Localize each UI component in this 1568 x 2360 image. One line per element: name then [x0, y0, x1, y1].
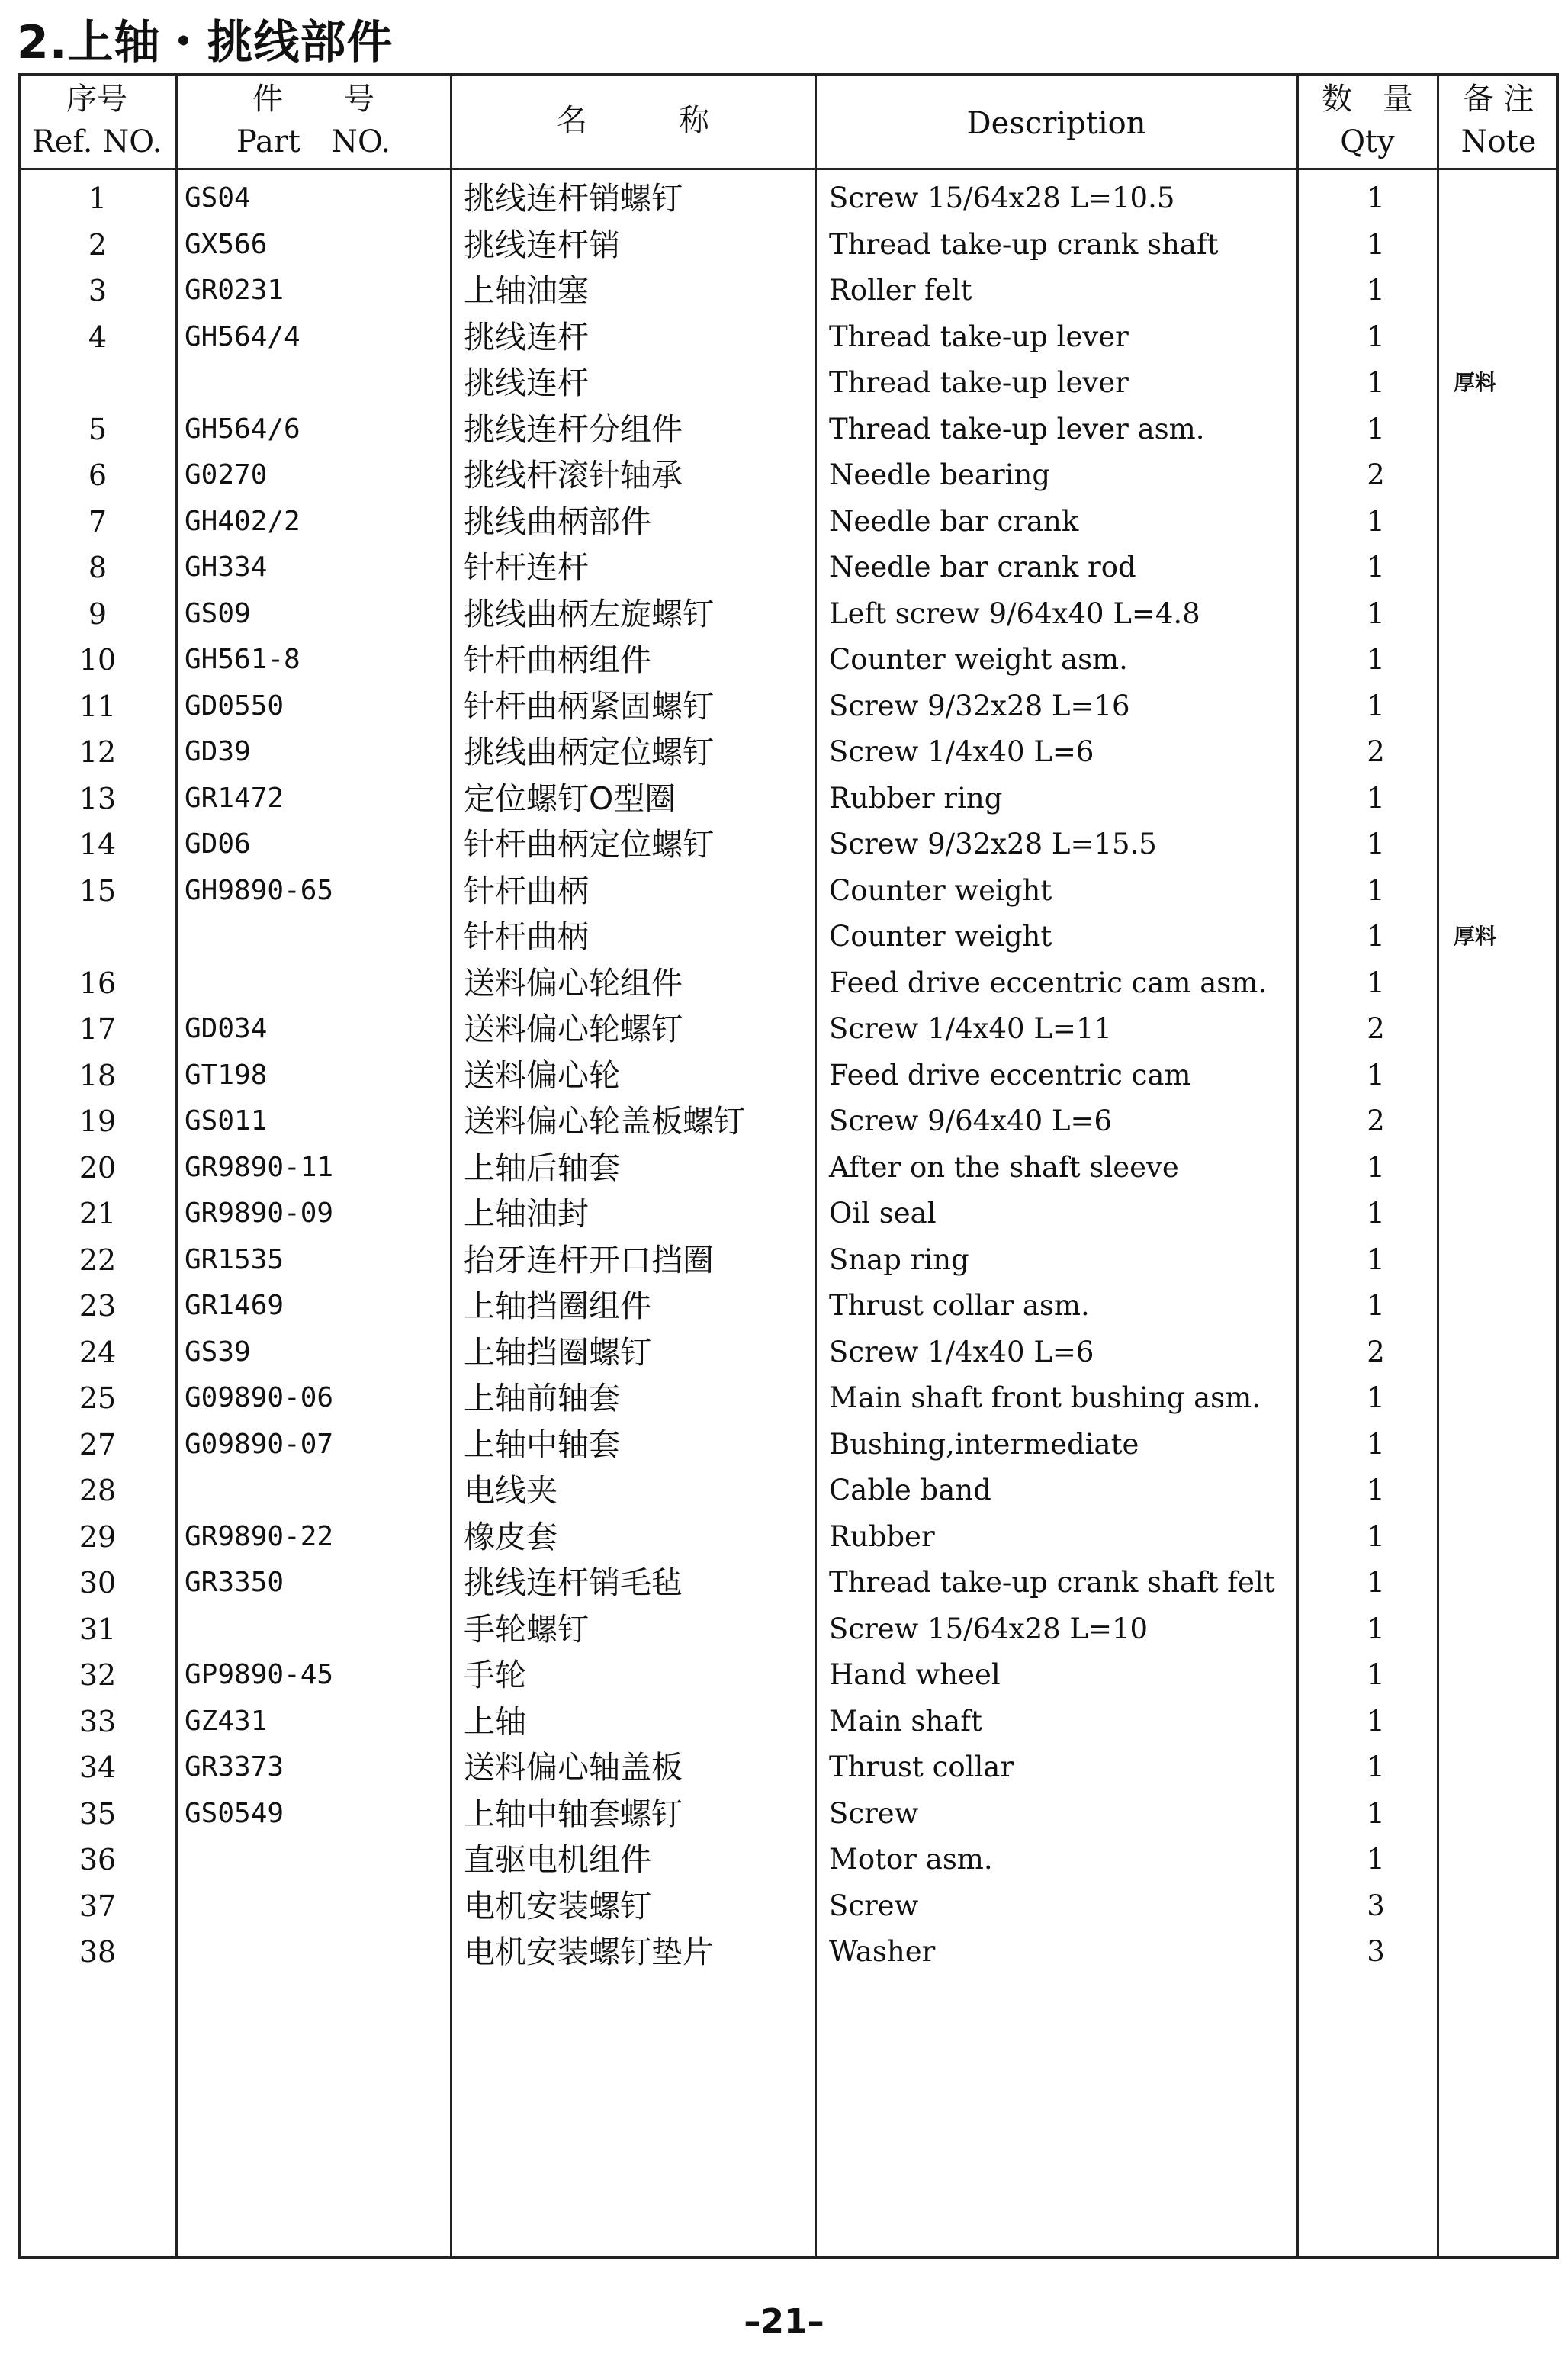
cell-qty: 1 [1367, 1197, 1385, 1230]
cell-qty: 1 [1367, 920, 1385, 953]
cell-ref-no: 34 [79, 1751, 117, 1784]
table-row [18, 960, 1559, 1006]
cell-description: Feed drive eccentric cam asm. [829, 966, 1268, 999]
cell-qty: 3 [1367, 1935, 1385, 1968]
header-qty-cn: 数 量 [1322, 82, 1413, 117]
cell-part-no: GH564/6 [185, 413, 300, 445]
cell-ref-no: 23 [79, 1289, 117, 1323]
cell-ref-no: 22 [79, 1243, 117, 1277]
cell-description: Thread take-up crank shaft [829, 228, 1219, 261]
cell-ref-no: 13 [79, 782, 117, 815]
cell-part-no: GH402/2 [185, 506, 300, 537]
cell-description: Screw 9/32x28 L=16 [829, 690, 1130, 722]
cell-ref-no: 17 [79, 1012, 117, 1046]
table-row [18, 1699, 1559, 1744]
cell-name-cn: 送料偏心轮盖板螺钉 [464, 1103, 745, 1140]
cell-qty: 1 [1367, 1289, 1385, 1322]
cell-part-no: G09890-06 [185, 1382, 334, 1413]
cell-qty: 1 [1367, 228, 1385, 261]
cell-ref-no: 6 [88, 458, 108, 492]
table-row [18, 637, 1559, 683]
cell-note: 厚料 [1454, 370, 1497, 395]
cell-name-cn: 电机安装螺钉 [464, 1888, 651, 1924]
table-row [18, 1514, 1559, 1560]
cell-ref-no: 16 [79, 966, 117, 1000]
cell-name-cn: 挑线连杆销螺钉 [464, 180, 683, 217]
cell-part-no: GX566 [185, 229, 268, 260]
cell-name-cn: 送料偏心轮组件 [464, 965, 683, 1002]
table-row [18, 1191, 1559, 1236]
cell-description: Screw [829, 1797, 919, 1830]
cell-description: Thread take-up lever asm. [829, 413, 1205, 445]
cell-description: Thread take-up lever [829, 366, 1129, 399]
cell-qty: 1 [1367, 1705, 1385, 1738]
cell-part-no: GD39 [185, 736, 251, 767]
cell-name-cn: 直驱电机组件 [464, 1841, 651, 1878]
table-row [18, 1006, 1559, 1052]
cell-description: Screw [829, 1889, 919, 1922]
cell-qty: 1 [1367, 1243, 1385, 1276]
cell-name-cn: 挑线曲柄左旋螺钉 [464, 596, 714, 632]
cell-ref-no: 31 [79, 1612, 117, 1646]
table-row [18, 1744, 1559, 1790]
table-row [18, 729, 1559, 775]
cell-part-no: GR0231 [185, 275, 284, 306]
cell-qty: 1 [1367, 690, 1385, 722]
cell-description: Thrust collar asm. [829, 1289, 1090, 1322]
cell-qty: 1 [1367, 1612, 1385, 1645]
header-ref [18, 78, 175, 163]
cell-description: Counter weight [829, 874, 1052, 907]
cell-ref-no: 25 [79, 1381, 117, 1415]
cell-part-no: GR3373 [185, 1751, 284, 1783]
header-ref-en: Ref. NO. [31, 124, 162, 159]
cell-name-cn: 上轴中轴套螺钉 [464, 1796, 683, 1832]
cell-ref-no: 10 [79, 643, 117, 677]
cell-description: Motor asm. [829, 1843, 993, 1876]
cell-qty: 1 [1367, 1381, 1385, 1414]
cell-qty: 1 [1367, 1566, 1385, 1599]
cell-ref-no: 1 [88, 182, 108, 215]
table-row [18, 776, 1559, 821]
cell-name-cn: 针杆曲柄紧固螺钉 [464, 688, 714, 725]
cell-name-cn: 送料偏心轴盖板 [464, 1749, 683, 1786]
cell-ref-no: 38 [79, 1935, 117, 1969]
cell-ref-no: 21 [79, 1197, 117, 1230]
cell-name-cn: 手轮 [464, 1657, 526, 1693]
cell-name-cn: 上轴前轴套 [464, 1380, 620, 1416]
cell-description: Oil seal [829, 1197, 937, 1230]
cell-part-no: GR9890-22 [185, 1521, 334, 1552]
cell-ref-no: 18 [79, 1059, 117, 1092]
cell-name-cn: 针杆曲柄组件 [464, 641, 651, 678]
table-row [18, 452, 1559, 498]
cell-name-cn: 上轴中轴套 [464, 1426, 620, 1463]
cell-qty: 1 [1367, 1059, 1385, 1092]
cell-qty: 1 [1367, 1474, 1385, 1506]
cell-ref-no: 11 [79, 690, 117, 723]
table-row [18, 1053, 1559, 1098]
cell-part-no: GS011 [185, 1105, 268, 1137]
header-part-cn: 件 号 [252, 82, 374, 117]
page-number: –21– [744, 2302, 824, 2341]
cell-description: Thread take-up lever [829, 320, 1129, 353]
cell-ref-no: 12 [79, 735, 117, 769]
table-row [18, 499, 1559, 545]
cell-description: Screw 1/4x40 L=6 [829, 1336, 1094, 1368]
cell-qty: 2 [1367, 1012, 1385, 1045]
table-row [18, 1837, 1559, 1883]
cell-name-cn: 抬牙连杆开口挡圈 [464, 1242, 714, 1278]
table-row [18, 868, 1559, 914]
header-part-en: Part NO. [236, 124, 391, 159]
cell-description: Rubber [829, 1520, 935, 1553]
table-row [18, 1791, 1559, 1837]
header-note-cn: 备 注 [1463, 82, 1534, 117]
cell-name-cn: 针杆曲柄 [464, 873, 589, 909]
cell-part-no: GS39 [185, 1336, 251, 1368]
header-part [177, 78, 450, 163]
cell-name-cn: 电机安装螺钉垫片 [464, 1934, 714, 1970]
table-row [18, 1375, 1559, 1421]
cell-name-cn: 挑线连杆销 [464, 227, 620, 263]
table-row [18, 175, 1559, 221]
cell-description: Main shaft front bushing asm. [829, 1381, 1261, 1414]
cell-name-cn: 手轮螺钉 [464, 1611, 589, 1648]
cell-description: Hand wheel [829, 1658, 1001, 1691]
cell-description: Needle bearing [829, 458, 1051, 491]
cell-part-no: GH9890-65 [185, 875, 334, 906]
cell-name-cn: 定位螺钉O型圈 [464, 780, 676, 817]
cell-qty: 1 [1367, 366, 1385, 399]
cell-ref-no: 4 [88, 320, 108, 354]
table-row [18, 1330, 1559, 1375]
cell-description: Feed drive eccentric cam [829, 1059, 1191, 1092]
header-ref-cn: 序号 [66, 82, 127, 117]
cell-ref-no: 32 [79, 1658, 117, 1692]
cell-description: Screw 15/64x28 L=10.5 [829, 182, 1175, 214]
header-name-cn: 名 称 [557, 103, 709, 138]
cell-qty: 1 [1367, 274, 1385, 307]
table-row [18, 1422, 1559, 1468]
cell-name-cn: 挑线连杆 [464, 319, 589, 355]
cell-description: Needle bar crank rod [829, 551, 1136, 584]
cell-description: Cable band [829, 1474, 991, 1506]
cell-qty: 1 [1367, 320, 1385, 353]
cell-part-no: G0270 [185, 459, 268, 490]
cell-name-cn: 挑线曲柄定位螺钉 [464, 734, 714, 770]
table-row [18, 1560, 1559, 1606]
cell-part-no: GR3350 [185, 1567, 284, 1598]
cell-ref-no: 20 [79, 1151, 117, 1185]
table-row [18, 1652, 1559, 1698]
cell-ref-no: 7 [88, 505, 108, 539]
cell-qty: 1 [1367, 551, 1385, 584]
cell-part-no: GD034 [185, 1013, 268, 1044]
cell-qty: 1 [1367, 1428, 1385, 1461]
cell-part-no: GS09 [185, 598, 251, 629]
cell-qty: 1 [1367, 505, 1385, 538]
cell-name-cn: 上轴挡圈组件 [464, 1288, 651, 1324]
cell-name-cn: 挑线杆滚针轴承 [464, 457, 683, 494]
header-name [451, 99, 815, 142]
cell-qty: 1 [1367, 782, 1385, 815]
cell-qty: 1 [1367, 1751, 1385, 1783]
cell-ref-no: 24 [79, 1336, 117, 1369]
cell-name-cn: 针杆连杆 [464, 549, 589, 586]
cell-qty: 1 [1367, 874, 1385, 907]
cell-ref-no: 30 [79, 1566, 117, 1600]
cell-qty: 1 [1367, 643, 1385, 676]
table-row [18, 1145, 1559, 1191]
table-row [18, 407, 1559, 452]
cell-description: Bushing,intermediate [829, 1428, 1139, 1461]
cell-ref-no: 3 [88, 274, 108, 307]
cell-description: Washer [829, 1935, 936, 1968]
table-row [18, 1929, 1559, 1975]
cell-ref-no: 9 [88, 597, 108, 631]
cell-qty: 1 [1367, 182, 1385, 214]
cell-ref-no: 5 [88, 413, 108, 446]
cell-part-no: GR1535 [185, 1244, 284, 1275]
cell-description: Counter weight asm. [829, 643, 1128, 676]
table-row [18, 222, 1559, 268]
cell-part-no: GR1472 [185, 783, 284, 814]
cell-name-cn: 橡皮套 [464, 1519, 557, 1555]
cell-qty: 1 [1367, 966, 1385, 999]
cell-name-cn: 针杆曲柄 [464, 918, 589, 955]
cell-description: Needle bar crank [829, 505, 1079, 538]
cell-part-no: GZ431 [185, 1706, 268, 1737]
cell-part-no: GT198 [185, 1059, 268, 1091]
cell-qty: 2 [1367, 1336, 1385, 1368]
cell-ref-no: 33 [79, 1705, 117, 1738]
cell-name-cn: 电线夹 [464, 1472, 557, 1509]
cell-name-cn: 挑线曲柄部件 [464, 503, 651, 540]
cell-name-cn: 挑线连杆销毛毡 [464, 1564, 683, 1601]
cell-ref-no: 29 [79, 1520, 117, 1554]
cell-ref-no: 35 [79, 1797, 117, 1831]
cell-name-cn: 上轴油塞 [464, 272, 589, 309]
cell-qty: 2 [1367, 1104, 1385, 1137]
cell-part-no: G09890-07 [185, 1429, 334, 1460]
table-row [18, 268, 1559, 313]
header-description [816, 102, 1296, 145]
cell-part-no: GR9890-09 [185, 1198, 334, 1229]
table-row [18, 1237, 1559, 1283]
table-row [18, 1883, 1559, 1929]
cell-ref-no: 36 [79, 1843, 117, 1876]
cell-qty: 1 [1367, 1658, 1385, 1691]
cell-part-no: GH334 [185, 551, 268, 583]
cell-name-cn: 上轴后轴套 [464, 1149, 620, 1186]
table-row [18, 683, 1559, 729]
header-description-en: Description [966, 106, 1146, 141]
cell-qty: 1 [1367, 1797, 1385, 1830]
cell-qty: 1 [1367, 597, 1385, 630]
cell-ref-no: 28 [79, 1474, 117, 1507]
cell-name-cn: 上轴 [464, 1703, 526, 1740]
cell-description: Left screw 9/64x40 L=4.8 [829, 597, 1200, 630]
cell-name-cn: 挑线连杆分组件 [464, 411, 683, 448]
cell-note: 厚料 [1454, 924, 1497, 949]
header-qty-en: Qty [1340, 124, 1395, 159]
cell-ref-no: 15 [79, 874, 117, 908]
cell-description: Screw 9/32x28 L=15.5 [829, 828, 1157, 860]
cell-name-cn: 上轴挡圈螺钉 [464, 1334, 651, 1371]
cell-description: Screw 9/64x40 L=6 [829, 1104, 1112, 1137]
cell-name-cn: 针杆曲柄定位螺钉 [464, 826, 714, 863]
cell-description: Roller felt [829, 274, 972, 307]
cell-qty: 1 [1367, 1843, 1385, 1876]
cell-qty: 1 [1367, 413, 1385, 445]
header-note [1438, 78, 1559, 163]
cell-description: Screw 15/64x28 L=10 [829, 1612, 1149, 1645]
cell-ref-no: 8 [88, 551, 108, 584]
header-divider [18, 168, 1559, 170]
table-row [18, 1283, 1559, 1329]
cell-name-cn: 送料偏心轮 [464, 1057, 620, 1094]
cell-description: Thrust collar [829, 1751, 1014, 1783]
cell-part-no: GR9890-11 [185, 1152, 334, 1183]
cell-ref-no: 27 [79, 1428, 117, 1461]
cell-part-no: GH564/4 [185, 321, 300, 352]
cell-qty: 1 [1367, 1520, 1385, 1553]
cell-description: Counter weight [829, 920, 1052, 953]
cell-ref-no: 2 [88, 228, 108, 262]
page-title: 2.上轴・挑线部件 [17, 16, 394, 69]
cell-name-cn: 送料偏心轮螺钉 [464, 1011, 683, 1047]
cell-ref-no: 14 [79, 828, 117, 861]
cell-part-no: GH561-8 [185, 644, 300, 675]
cell-name-cn: 上轴油封 [464, 1195, 589, 1232]
table-row [18, 1606, 1559, 1652]
header-note-en: Note [1460, 124, 1537, 159]
cell-ref-no: 37 [79, 1889, 117, 1923]
cell-part-no: GP9890-45 [185, 1659, 334, 1690]
cell-description: Main shaft [829, 1705, 982, 1738]
cell-part-no: GR1469 [185, 1290, 284, 1321]
cell-description: After on the shaft sleeve [829, 1151, 1179, 1184]
cell-part-no: GS04 [185, 182, 251, 214]
table-row [18, 1098, 1559, 1144]
cell-description: Snap ring [829, 1243, 969, 1276]
table-row [18, 545, 1559, 590]
cell-description: Screw 1/4x40 L=11 [829, 1012, 1112, 1045]
cell-description: Screw 1/4x40 L=6 [829, 735, 1094, 768]
cell-ref-no: 19 [79, 1104, 117, 1138]
cell-qty: 2 [1367, 458, 1385, 491]
cell-name-cn: 挑线连杆 [464, 365, 589, 401]
table-row [18, 591, 1559, 637]
table-row [18, 360, 1559, 406]
cell-part-no: GS0549 [185, 1798, 284, 1829]
table-row [18, 821, 1559, 867]
table-row [18, 314, 1559, 360]
cell-qty: 1 [1367, 1151, 1385, 1184]
cell-part-no: GD06 [185, 828, 251, 860]
cell-qty: 3 [1367, 1889, 1385, 1922]
table-row [18, 1468, 1559, 1513]
cell-part-no: GD0550 [185, 690, 284, 722]
table-row [18, 914, 1559, 960]
cell-description: Rubber ring [829, 782, 1003, 815]
cell-qty: 2 [1367, 735, 1385, 768]
header-qty [1298, 78, 1437, 163]
cell-qty: 1 [1367, 828, 1385, 860]
cell-description: Thread take-up crank shaft felt [829, 1566, 1275, 1599]
